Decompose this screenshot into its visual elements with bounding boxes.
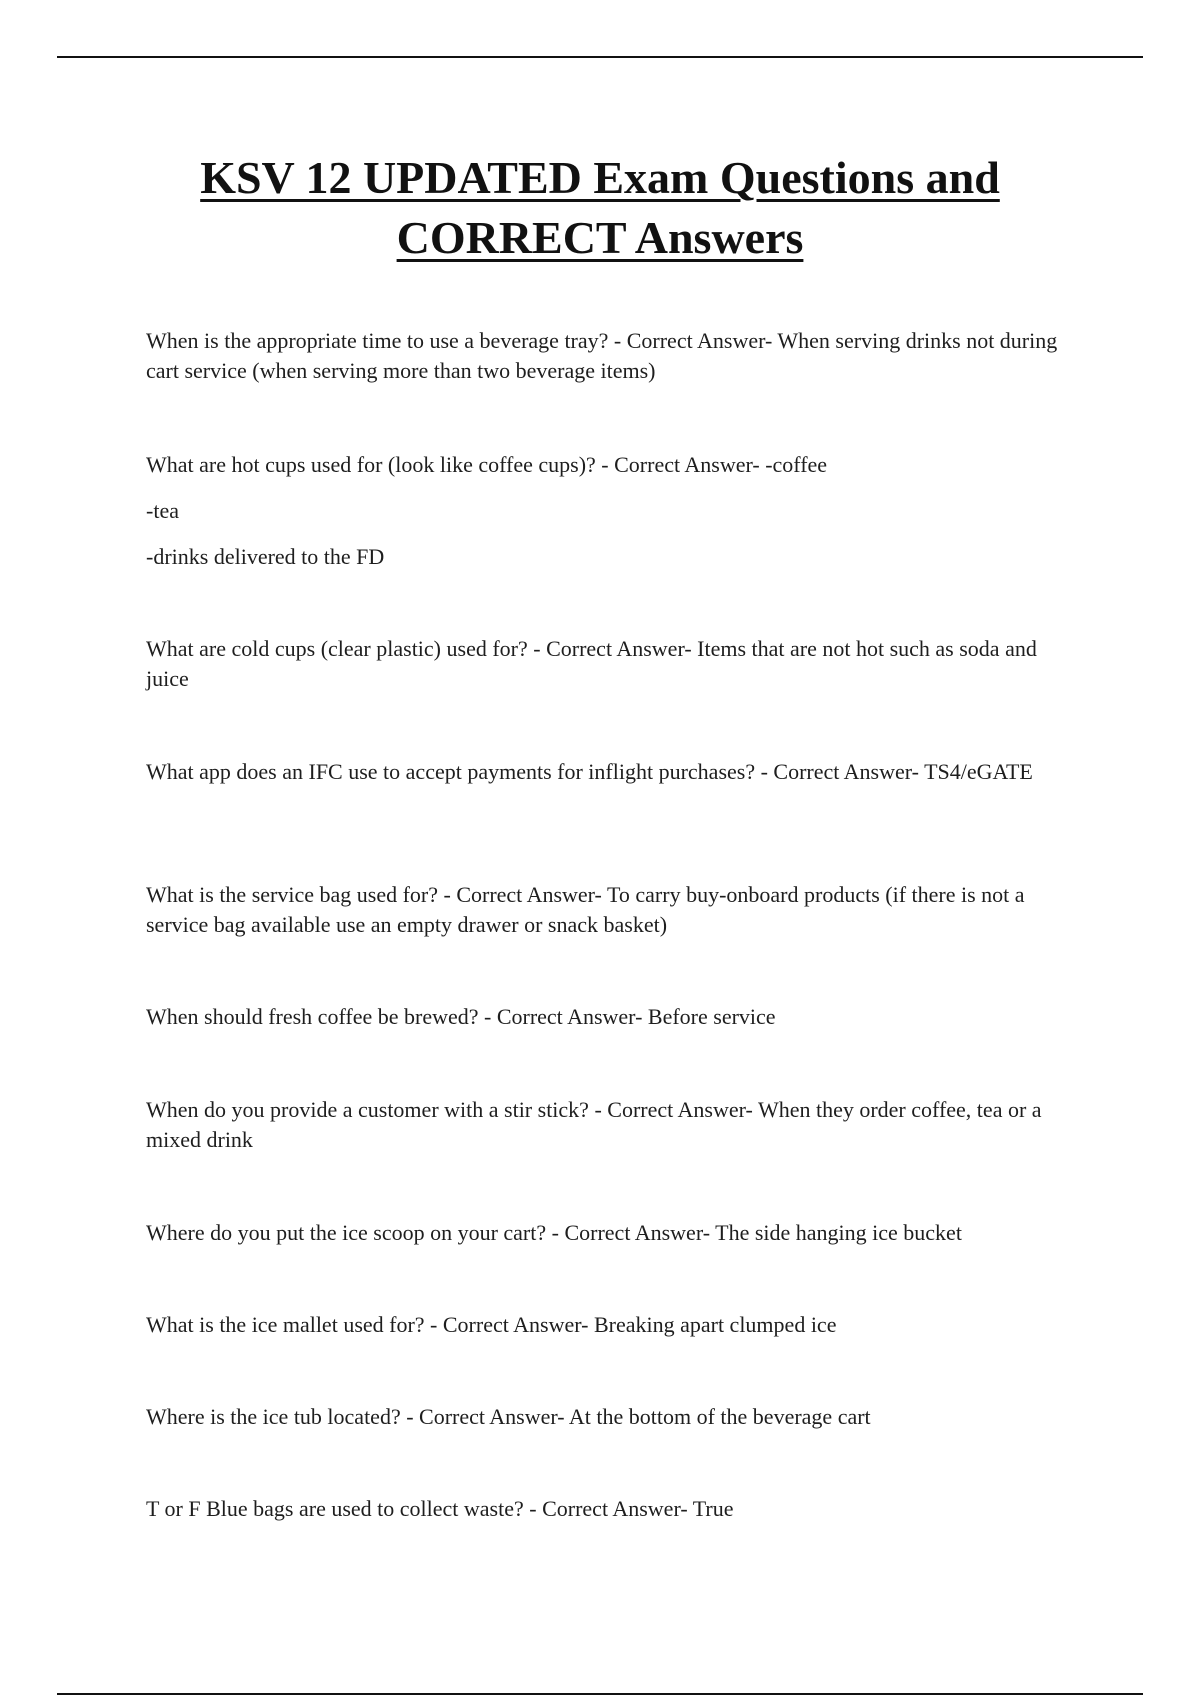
qa-text: Where is the ice tub located? - Correct Answer- At the bottom of the beverage cart	[146, 1404, 871, 1429]
qa-text: When do you provide a customer with a stir stick? - Correct Answer- When they order coffee, tea or a mixed drink	[146, 1097, 1042, 1152]
qa-text: What app does an IFC use to accept payments for inflight purchases? - Correct Answer- TS4/eGATE	[146, 759, 1033, 784]
qa-item-2	[146, 450, 1066, 572]
qa-answer-line: -tea	[146, 498, 179, 523]
qa-item-5	[146, 880, 1066, 940]
qa-text: What are hot cups used for (look like coffee cups)? - Correct Answer- -coffee	[146, 452, 828, 477]
qa-text: When should fresh coffee be brewed? - Correct Answer- Before service	[146, 1004, 776, 1029]
qa-text: What is the service bag used for? - Correct Answer- To carry buy-onboard products (if there is not a service bag available use an empty drawer or snack basket)	[146, 882, 1025, 937]
qa-text: T or F Blue bags are used to collect waste? - Correct Answer- True	[146, 1496, 734, 1521]
bottom-rule	[57, 1693, 1143, 1695]
qa-item-9	[146, 1310, 1066, 1340]
qa-item-6	[146, 1002, 1066, 1032]
qa-item-3	[146, 634, 1066, 694]
qa-item-11	[146, 1494, 1066, 1524]
qa-text: Where do you put the ice scoop on your cart? - Correct Answer- The side hanging ice bucket	[146, 1220, 962, 1245]
qa-answer-line: -drinks delivered to the FD	[146, 544, 385, 569]
qa-item-7	[146, 1095, 1066, 1155]
qa-item-1	[146, 326, 1066, 386]
qa-text: What are cold cups (clear plastic) used for? - Correct Answer- Items that are not hot such as soda and juice	[146, 636, 1037, 691]
qa-item-10	[146, 1402, 1066, 1432]
qa-text: When is the appropriate time to use a beverage tray? - Correct Answer- When serving drinks not during cart service (when serving more than two beverage items)	[146, 328, 1058, 383]
qa-item-8	[146, 1218, 1066, 1248]
document-title: KSV 12 UPDATED Exam Questions and CORRECT Answers	[200, 152, 1000, 263]
qa-text: What is the ice mallet used for? - Correct Answer- Breaking apart clumped ice	[146, 1312, 837, 1337]
top-rule	[57, 56, 1143, 58]
qa-item-4	[146, 757, 1066, 787]
